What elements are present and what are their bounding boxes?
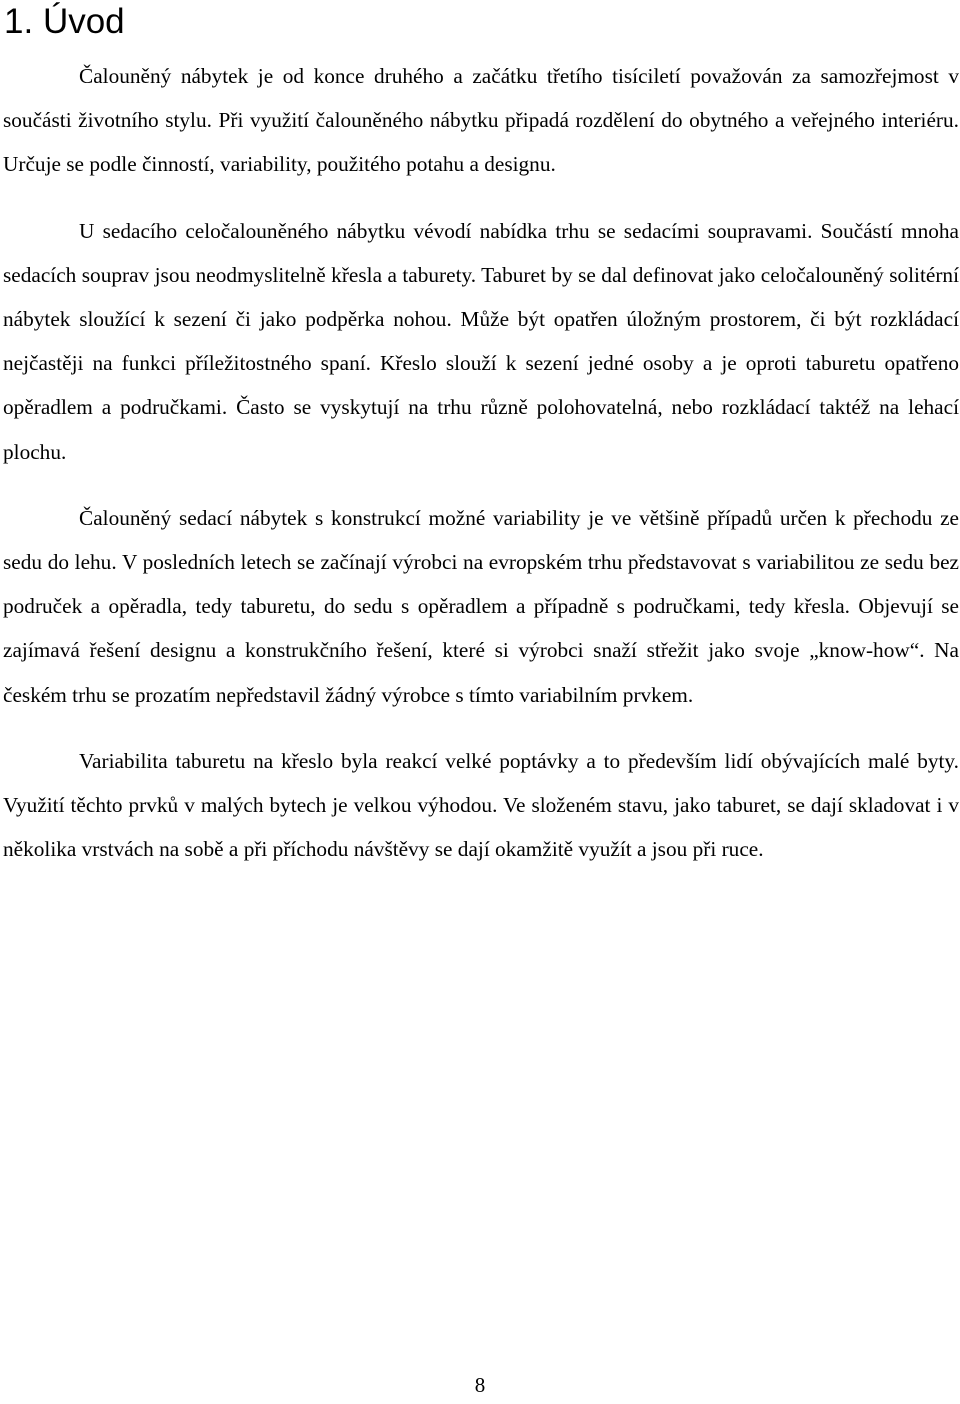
paragraph-3: Čalouněný sedací nábytek s konstrukcí možné variability je ve většině případů určen k přechodu ze sedu do lehu. V posledních letech se začínají výrobci na evropském trhu představovat s variabilitou ze sedu bez područek a opěradla, tedy taburetu, do sedu s opěradlem a případně s područkami, tedy křesla. Objevují se zajímavá řešení designu a konstrukčního řešení, které si výrobci snaží střežit jako svoje „know-how“. Na českém trhu se prozatím nepředstavil žádný výrobce s tímto variabilním prvkem.: [3, 505, 959, 707]
section-title: Úvod: [42, 2, 125, 41]
section-number: 1.: [4, 2, 34, 41]
paragraph-4: Variabilita taburetu na křeslo byla reakcí velké poptávky a to především lidí obývajících malé byty. Využití těchto prvků v malých bytech je velkou výhodou. Ve složeném stavu, jako taburet, se dají skladovat i v několika vrstvách na sobě a při příchodu návštěvy se dají okamžitě využít a jsou při ruce.: [3, 748, 959, 862]
paragraph-2: U sedacího celočalouněného nábytku vévodí nabídka trhu se sedacími soupravami. Součástí mnoha sedacích souprav jsou neodmyslitelně křesla a taburety. Taburet by se dal definovat jako celočalouněný solitérní nábytek sloužící k sezení či jako podpěrka nohou. Může být opatřen úložným prostorem, či být rozkládací nejčastěji na funkci příležitostného spaní. Křeslo slouží k sezení jedné osoby a je oproti taburetu opatřeno opěradlem a područkami. Často se vyskytují na trhu různě polohovatelná, nebo rozkládací taktéž na lehací plochu.: [3, 218, 959, 464]
section-heading: [4, 0, 125, 50]
paragraph-1: Čalouněný nábytek je od konce druhého a začátku třetího tisíciletí považován za samozřejmost v součásti životního stylu. Při využití čalouněného nábytku připadá rozdělení do obytného a veřejného interiéru. Určuje se podle činností, variability, použitého potahu a designu.: [3, 64, 959, 177]
body-text: [3, 54, 959, 893]
page-number: 8: [474, 1373, 486, 1397]
